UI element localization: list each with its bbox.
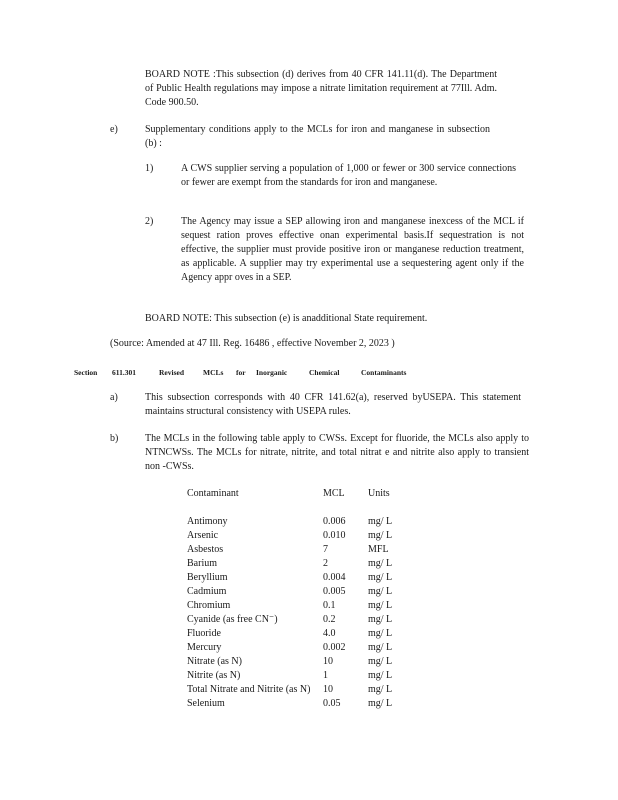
item-e2-label: 2) (145, 216, 154, 227)
units-cell: mg/ L (368, 600, 393, 611)
section-title-word: Revised (159, 368, 184, 377)
mcl-cell: 0.004 (323, 572, 346, 583)
column-header-mcl: MCL (323, 488, 345, 499)
mcl-cell: 0.005 (323, 586, 346, 597)
units-cell: mg/ L (368, 656, 393, 667)
section-title-word: for (236, 368, 246, 377)
mcl-cell: 0.002 (323, 642, 346, 653)
contaminant-cell: Fluoride (187, 628, 221, 639)
contaminant-cell: Antimony (187, 516, 228, 527)
units-cell: mg/ L (368, 642, 393, 653)
item-b-label: b) (110, 433, 119, 444)
contaminant-cell: Total Nitrate and Nitrite (as N) (187, 684, 311, 695)
mcl-cell: 0.1 (323, 600, 336, 611)
units-cell: mg/ L (368, 572, 393, 583)
table-row (187, 585, 408, 599)
table-header-row (187, 487, 408, 515)
mcl-cell: 0.2 (323, 614, 336, 625)
item-e1-text: A CWS supplier serving a population of 1,000 or fewer or 300 service connections or fewer are exempt from the standards for iron and manganese. (181, 163, 516, 188)
section-number: 611.301 (112, 368, 136, 377)
contaminant-cell: Barium (187, 558, 217, 569)
table-row (187, 683, 408, 697)
mcl-cell: 10 (323, 684, 333, 695)
contaminant-cell: Arsenic (187, 530, 219, 541)
mcl-table (187, 487, 408, 711)
mcl-cell: 1 (323, 670, 328, 681)
item-e-text: Supplementary conditions apply to the MCLs for iron and manganese in subsection (b) : (145, 124, 490, 149)
board-note-subsection-d: BOARD NOTE :This subsection (d) derives from 40 CFR 141.11(d). The Department of Public Health regulations may impose a nitrate limitation requirement at 77Ill. Adm. Code 900.50. (145, 69, 497, 108)
section-title-word: MCLs (203, 368, 224, 377)
mcl-cell: 2 (323, 558, 328, 569)
contaminant-cell: Cadmium (187, 586, 227, 597)
mcl-cell: 0.006 (323, 516, 346, 527)
contaminant-cell: Cyanide (as free CN⁻) (187, 614, 278, 625)
item-a-label: a) (110, 392, 118, 403)
section-title-word: Chemical (309, 368, 340, 377)
mcl-cell: 0.010 (323, 530, 346, 541)
contaminant-cell: Nitrite (as N) (187, 670, 241, 681)
table-row (187, 571, 408, 585)
board-note-subsection-e: BOARD NOTE: This subsection (e) is anadditional State requirement. (145, 313, 428, 324)
contaminant-cell: Selenium (187, 698, 225, 709)
table-row (187, 557, 408, 571)
units-cell: mg/ L (368, 670, 393, 681)
mcl-cell: 7 (323, 544, 328, 555)
units-cell: mg/ L (368, 628, 393, 639)
table-row (187, 627, 408, 641)
contaminant-cell: Mercury (187, 642, 222, 653)
contaminant-cell: Asbestos (187, 544, 224, 555)
mcl-cell: 10 (323, 656, 333, 667)
units-cell: MFL (368, 544, 389, 555)
table-row (187, 613, 408, 627)
table-row (187, 655, 408, 669)
table-row (187, 669, 408, 683)
table-row (187, 599, 408, 613)
table-row (187, 543, 408, 557)
mcl-cell: 4.0 (323, 628, 336, 639)
table-row (187, 515, 408, 529)
contaminant-cell: Nitrate (as N) (187, 656, 242, 667)
item-e-label: e) (110, 124, 118, 135)
units-cell: mg/ L (368, 698, 393, 709)
item-a-text: This subsection corresponds with 40 CFR 141.62(a), reserved byUSEPA. This statement maintains structural consistency with USEPA rules. (145, 392, 521, 417)
units-cell: mg/ L (368, 614, 393, 625)
table-row (187, 641, 408, 655)
column-header-contaminant: Contaminant (187, 488, 239, 499)
units-cell: mg/ L (368, 516, 393, 527)
item-b-text: The MCLs in the following table apply to CWSs. Except for fluoride, the MCLs also apply to NTNCWSs. The MCLs for nitrate, nitrite, and total nitrat e and nitrite also apply to transient non -CWSs. (145, 433, 529, 472)
table-row (187, 529, 408, 543)
section-title-word: Contaminants (361, 368, 407, 377)
contaminant-cell: Chromium (187, 600, 231, 611)
units-cell: mg/ L (368, 530, 393, 541)
units-cell: mg/ L (368, 558, 393, 569)
section-title-word: Inorganic (256, 368, 288, 377)
column-header-units: Units (368, 488, 390, 499)
units-cell: mg/ L (368, 684, 393, 695)
units-cell: mg/ L (368, 586, 393, 597)
item-e1-label: 1) (145, 163, 154, 174)
contaminant-cell: Beryllium (187, 572, 228, 583)
section-word: Section (74, 368, 98, 377)
mcl-cell: 0.05 (323, 698, 341, 709)
source-note: (Source: Amended at 47 Ill. Reg. 16486 , effective November 2, 2023 ) (110, 338, 395, 349)
table-row (187, 697, 408, 711)
item-e2-text: The Agency may issue a SEP allowing iron and manganese inexcess of the MCL if sequest ration proves effective onan experimental basis.If sequestration is not effective, the supplier must provide positive iron or manganese reduction treatment, as applicable. A supplier may try experimental use a sequestering agent only if the Agency appr oves in a SEP. (181, 216, 524, 283)
